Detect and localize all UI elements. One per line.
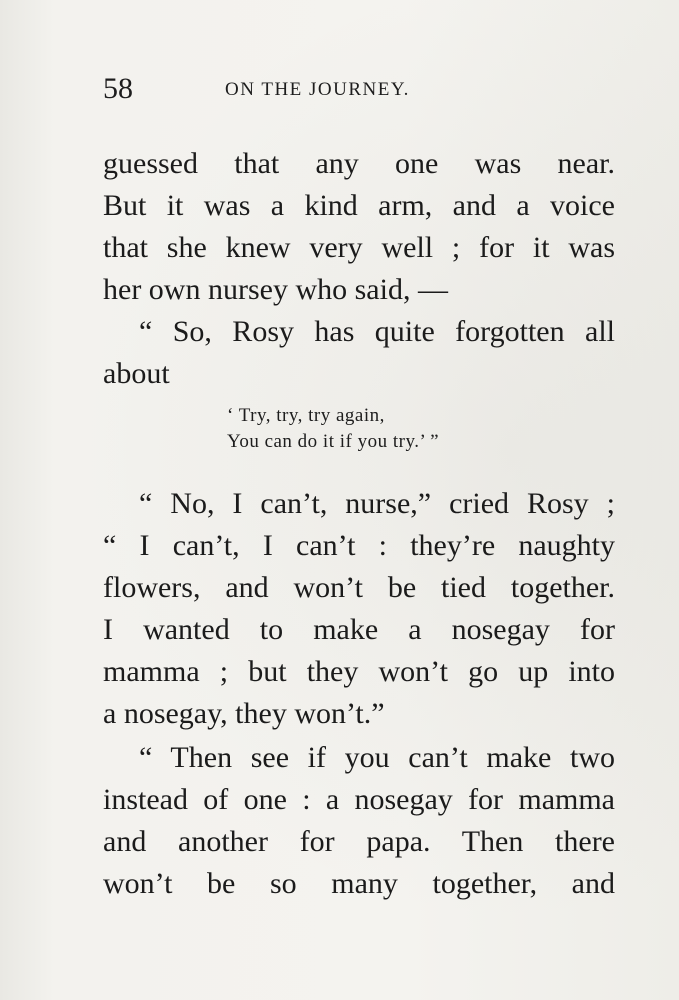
verse-line: ‘ Try, try, try again, [227,405,385,426]
text-line: won’t be so many together, and [103,867,615,900]
paragraph-2 [103,483,615,735]
page-header [103,72,613,106]
verse-line: You can do it if you try.’ ” [227,431,440,452]
text-line: a nosegay, they won’t.” [103,697,385,730]
text-line: instead of one : a nosegay for mamma [103,783,615,816]
text-line: and another for papa. Then there [103,825,615,858]
text-line: mamma ; but they won’t go up into [103,655,615,688]
text-line: “ Then see if you can’t make two [139,741,615,774]
text-line: “ So, Rosy has quite forgotten all [139,315,615,348]
text-line: flowers, and won’t be tied together. [103,571,615,604]
page-number: 58 [103,72,133,105]
text-line: “ I can’t, I can’t : they’re naughty [103,529,615,562]
paragraph-1 [103,143,615,395]
text-line: I wanted to make a nosegay for [103,613,615,646]
paragraph-3 [103,737,615,905]
text-line: that she knew very well ; for it was [103,231,615,264]
text-line: about [103,357,170,390]
text-line: But it was a kind arm, and a voice [103,189,615,222]
verse-quote [227,403,439,455]
text-line: guessed that any one was near. [103,147,615,180]
text-line: “ No, I can’t, nurse,” cried Rosy ; [139,487,615,520]
text-line: her own nursey who said, — [103,273,448,306]
running-title: ON THE JOURNEY. [225,79,410,100]
